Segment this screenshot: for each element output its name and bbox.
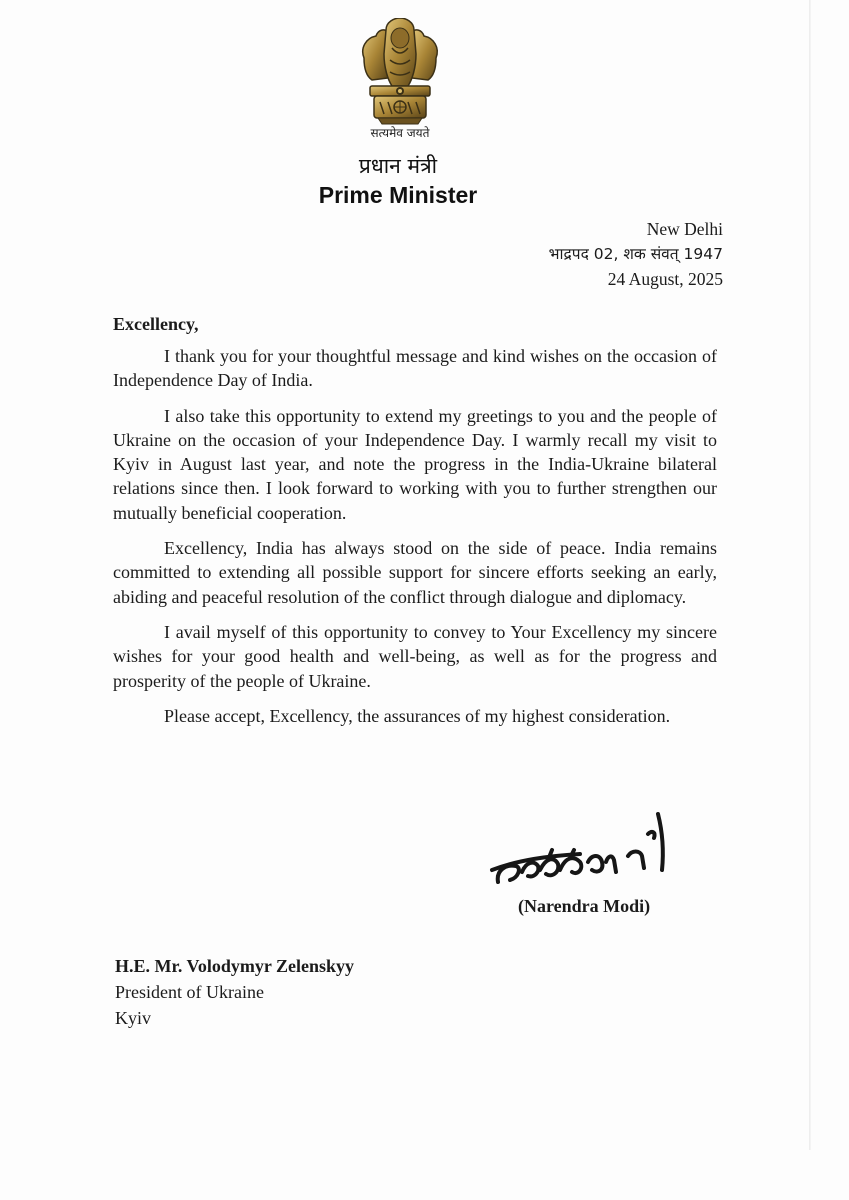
paragraph: Please accept, Excellency, the assurances of my highest consideration.	[164, 705, 671, 726]
place-date-block	[549, 217, 723, 292]
motto-text: सत्यमेव जयते	[370, 126, 430, 140]
paragraph: I thank you for your thoughtful message and kind wishes on the occasion of Independence Day of India.	[113, 346, 717, 391]
paragraph: Excellency, India has always stood on the side of peace. India remains committed to extending all possible support for sincere efforts seeking an early, abiding and peaceful resolution of the conflict through dialogue and diplomacy.	[113, 538, 717, 607]
addressee-title: President of Ukraine	[115, 982, 264, 1002]
place: New Delhi	[646, 219, 723, 239]
office-title-hindi: प्रधान मंत्री	[358, 154, 438, 178]
page-edge-shadow	[809, 0, 811, 1150]
saka-date: भाद्रपद 02, शक संवत् 1947	[548, 245, 723, 263]
national-emblem-icon	[358, 18, 442, 136]
gregorian-date: 24 August, 2025	[607, 269, 723, 289]
paragraph: I avail myself of this opportunity to convey to Your Excellency my sincere wishes for your good health and well-being, as well as for the progress and prosperity of the people of Ukraine.	[113, 621, 717, 691]
addressee-block	[115, 953, 354, 1031]
office-title-english: Prime Minister	[318, 182, 478, 208]
paragraph: I also take this opportunity to extend my greetings to you and the people of Ukraine on the occasion of your Independence Day. I warmly recall my visit to Kyiv in August last year, and note the progress in the India-Ukraine bilateral relations since then. I look forward to working with you to further strengthen our mutually beneficial cooperation.	[113, 405, 717, 523]
letter-body	[113, 344, 717, 739]
signer-name: (Narendra Modi)	[518, 896, 651, 916]
addressee-name: H.E. Mr. Volodymyr Zelenskyy	[115, 956, 355, 976]
salutation: Excellency,	[113, 314, 199, 334]
handwritten-signature-icon	[488, 800, 673, 892]
addressee-city: Kyiv	[115, 1008, 151, 1028]
